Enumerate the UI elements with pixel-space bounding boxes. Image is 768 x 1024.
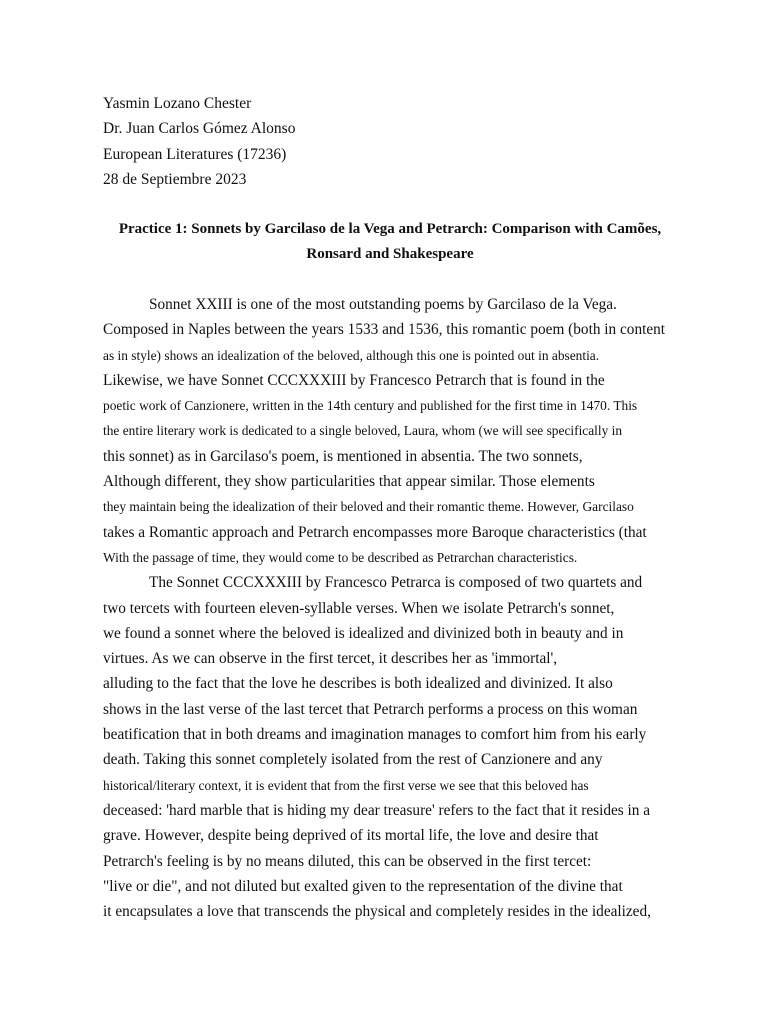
body-line: "live or die", and not diluted but exalted given to the representation of the divine that xyxy=(103,877,623,895)
body-line: Likewise, we have Sonnet CCCXXXIII by Francesco Petrarch that is found in the xyxy=(103,371,605,389)
body-line: they maintain being the idealization of their beloved and their romantic theme. However, Garcilaso xyxy=(103,499,634,515)
body-line: Sonnet XXIII is one of the most outstanding poems by Garcilaso de la Vega. xyxy=(149,296,617,313)
document-title xyxy=(100,217,680,266)
body-text xyxy=(103,292,703,924)
author-name: Yasmin Lozano Chester xyxy=(103,95,252,112)
title-line-1: Practice 1: Sonnets by Garcilaso de la Vega and Petrarch: Comparison with Camões, xyxy=(118,221,662,237)
body-line: the entire literary work is dedicated to a single beloved, Laura, whom (we will see specifically in xyxy=(103,423,623,439)
body-line: With the passage of time, they would come to be described as Petrarchan characteristics. xyxy=(103,549,578,565)
body-line: deceased: 'hard marble that is hiding my dear treasure' refers to the fact that it resides in a xyxy=(103,801,651,819)
body-line: takes a Romantic approach and Petrarch encompasses more Baroque characteristics (that xyxy=(103,523,647,541)
header-block xyxy=(103,91,295,192)
document-date: 28 de Septiembre 2023 xyxy=(103,170,247,188)
body-line: Although different, they show particularities that appear similar. Those elements xyxy=(103,473,595,491)
body-line: this sonnet) as in Garcilaso's poem, is mentioned in absentia. The two sonnets, xyxy=(103,447,583,465)
body-line: Composed in Naples between the years 1533 and 1536, this romantic poem (both in content xyxy=(103,321,666,339)
body-line: beatification that in both dreams and imagination manages to comfort him from his early xyxy=(103,726,647,744)
body-line: alluding to the fact that the love he describes is both idealized and divinized. It also xyxy=(103,675,613,693)
body-line: it encapsulates a love that transcends the physical and completely resides in the idealized, xyxy=(103,903,651,921)
title-line-2: Ronsard and Shakespeare xyxy=(306,245,474,262)
body-line: death. Taking this sonnet completely isolated from the rest of Canzionere and any xyxy=(103,751,603,769)
body-line: Petrarch's feeling is by no means diluted, this can be observed in the first tercet: xyxy=(103,852,592,870)
body-line: virtues. As we can observe in the first tercet, it describes her as 'immortal', xyxy=(103,650,558,668)
body-line: shows in the last verse of the last tercet that Petrarch performs a process on this woman xyxy=(103,700,638,718)
professor-name: Dr. Juan Carlos Gómez Alonso xyxy=(103,120,296,138)
body-line: we found a sonnet where the beloved is idealized and divinized both in beauty and in xyxy=(103,624,624,642)
course-name: European Literatures (17236) xyxy=(103,145,287,163)
body-line: poetic work of Canzionere, written in the 14th century and published for the first time in 1470. This xyxy=(103,398,638,414)
body-line: historical/literary context, it is evident that from the first verse we see that this beloved has xyxy=(103,777,589,793)
body-line: grave. However, despite being deprived of its mortal life, the love and desire that xyxy=(103,827,599,845)
body-line: The Sonnet CCCXXXIII by Francesco Petrarca is composed of two quartets and xyxy=(149,574,643,592)
body-line: two tercets with fourteen eleven-syllable verses. When we isolate Petrarch's sonnet, xyxy=(103,599,615,617)
body-line: as in style) shows an idealization of the beloved, although this one is pointed out in absentia. xyxy=(103,347,600,363)
